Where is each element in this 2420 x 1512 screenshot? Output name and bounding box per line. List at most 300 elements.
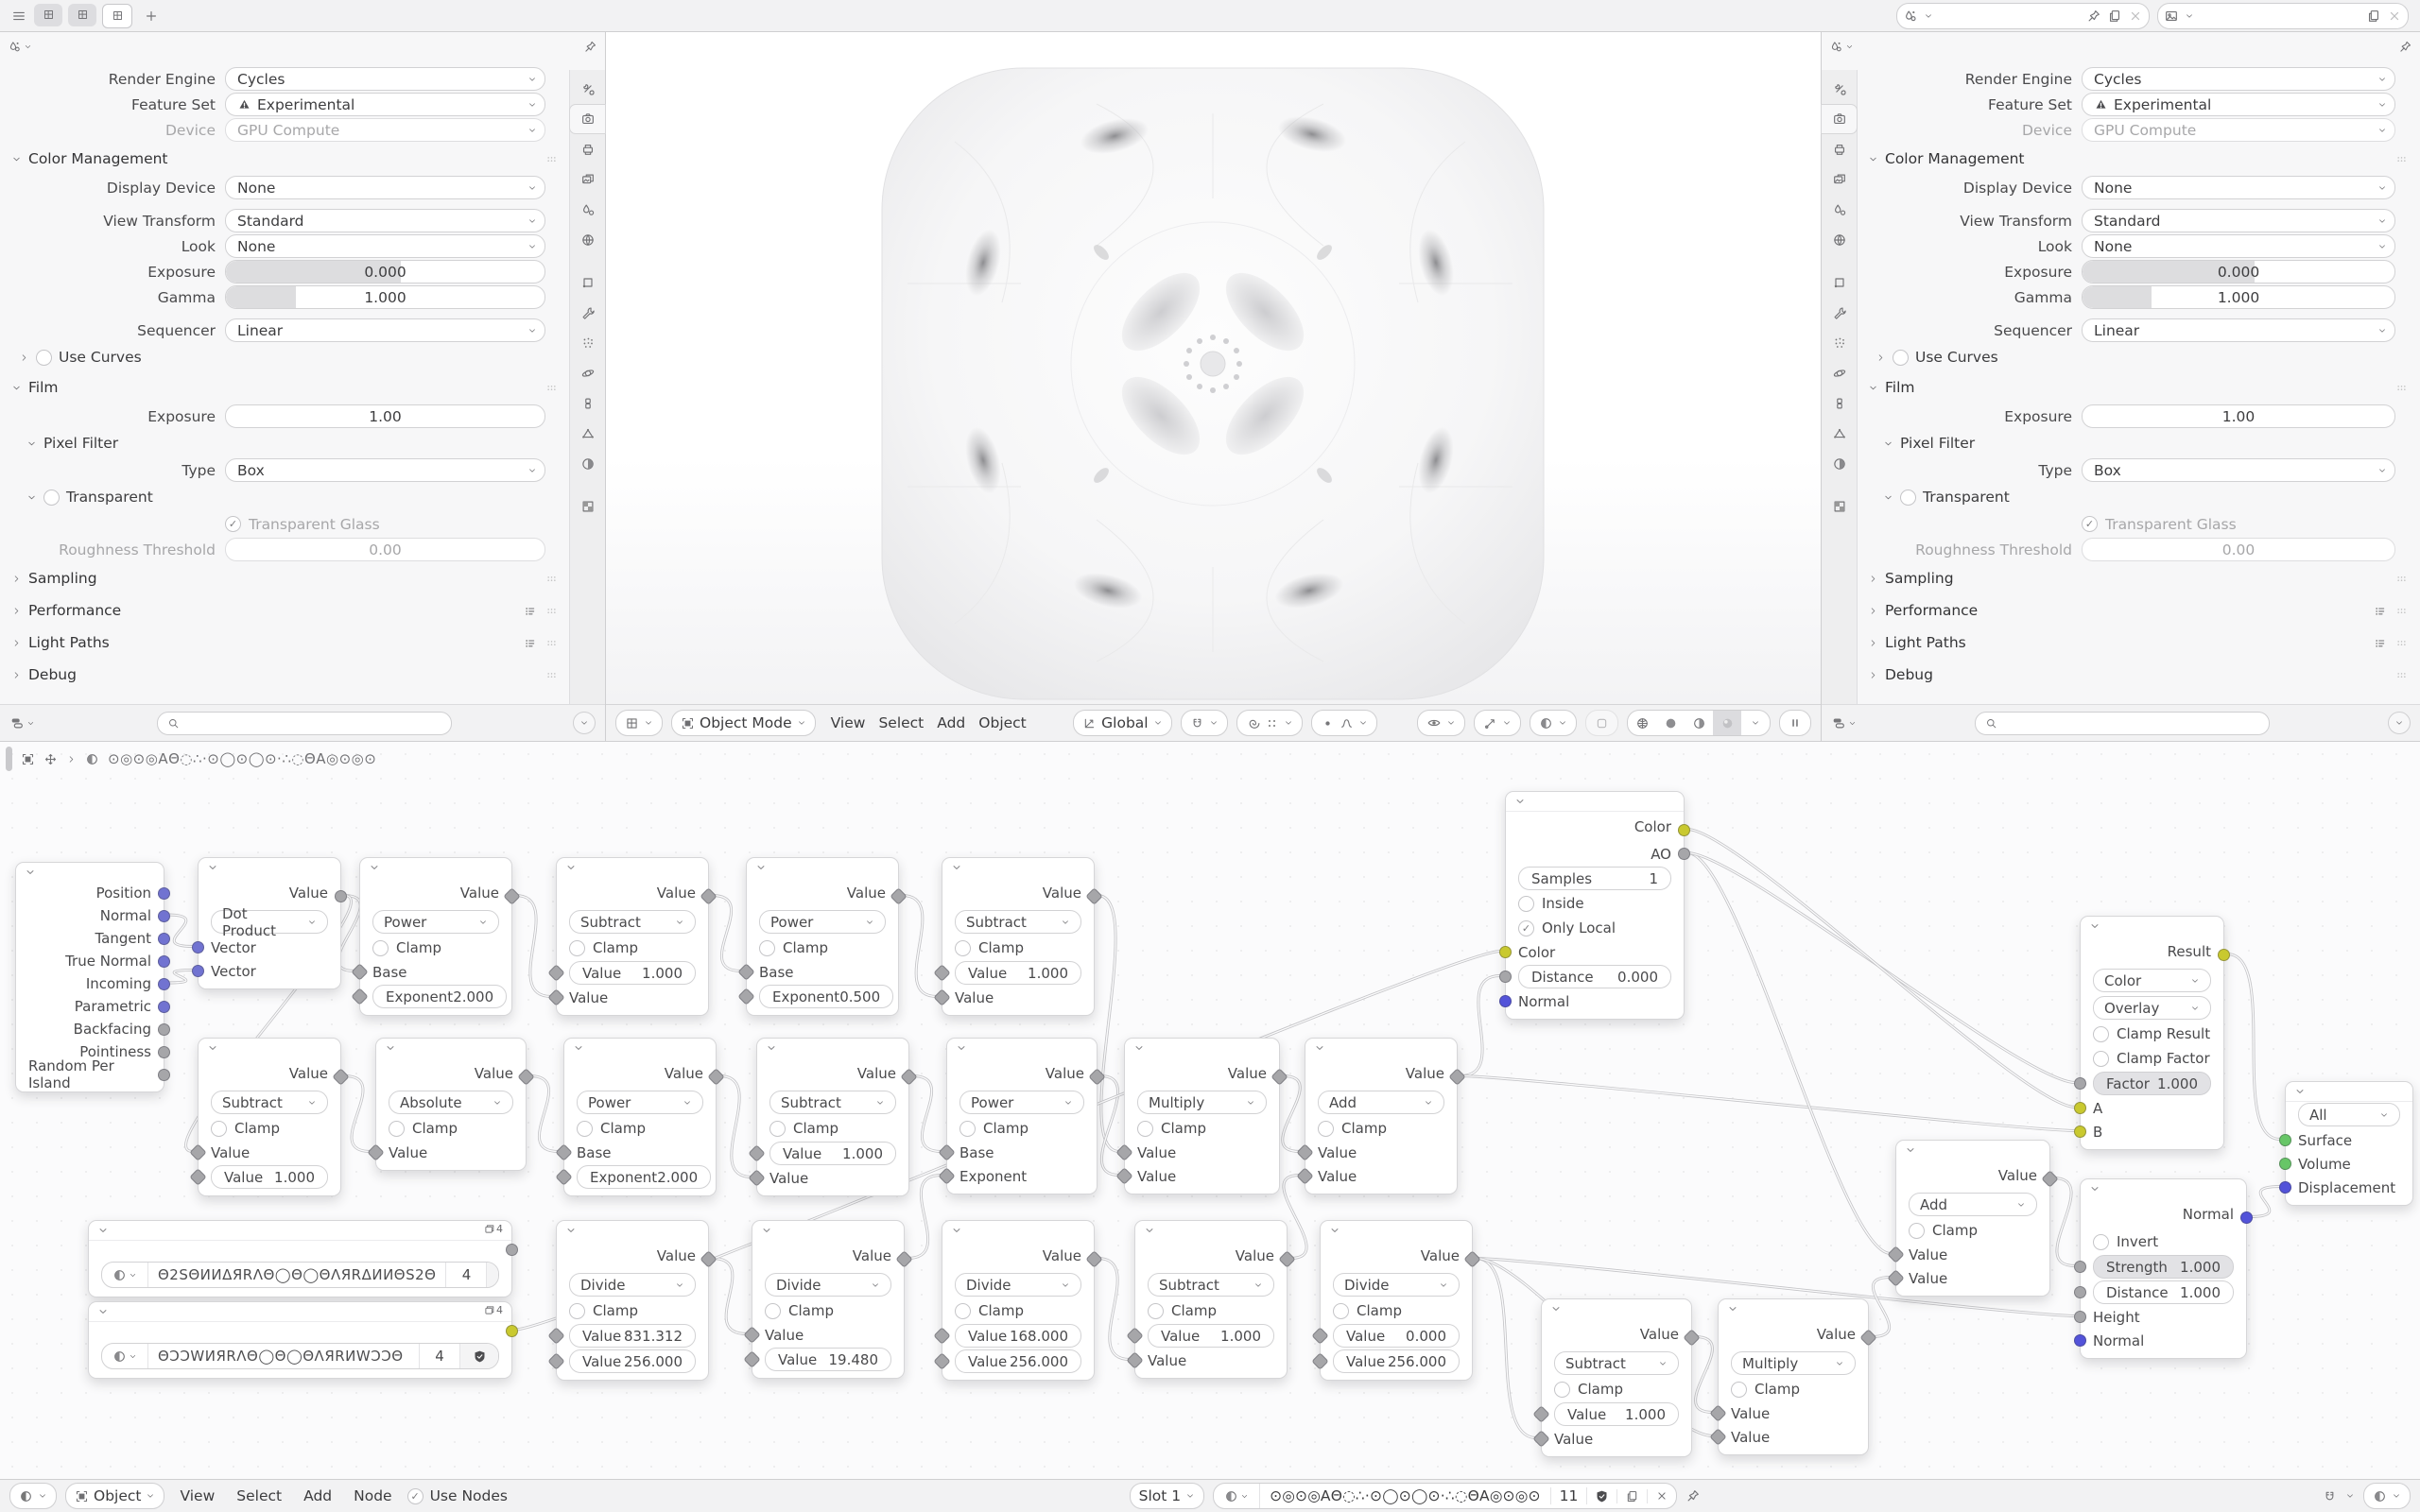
node-addE2[interactable]: Value Add Clamp Value Value <box>1895 1140 2050 1297</box>
tab-world[interactable] <box>570 226 605 254</box>
overlay-dropdown[interactable]: Overlay <box>2093 996 2211 1020</box>
socket[interactable] <box>158 978 170 990</box>
node-header[interactable] <box>1506 792 1684 812</box>
node-header[interactable] <box>199 858 340 877</box>
section-debug[interactable]: Debug <box>1857 659 2420 691</box>
node-subB[interactable]: Value Subtract Clamp Value 1.000 Value <box>756 1038 909 1196</box>
menu-view[interactable]: View <box>180 1487 216 1504</box>
look-dropdown[interactable]: None <box>2082 234 2395 258</box>
divide-dropdown[interactable]: Divide <box>569 1273 696 1297</box>
divide-dropdown[interactable]: Divide <box>1333 1273 1460 1297</box>
viewport-3d[interactable] <box>606 32 1821 741</box>
tab-constraints[interactable] <box>570 389 605 418</box>
pin-icon[interactable] <box>2398 40 2412 54</box>
socket[interactable] <box>335 890 347 902</box>
checkbox-clamp[interactable] <box>955 940 971 956</box>
search-input[interactable] <box>1975 712 2270 735</box>
socket[interactable] <box>192 965 204 977</box>
subsection-use-curves[interactable]: Use Curves <box>1857 343 2420 371</box>
gamma-slider[interactable]: 1.000 <box>2082 285 2395 309</box>
node-header[interactable] <box>747 858 898 877</box>
socket[interactable] <box>158 1069 170 1081</box>
checkbox-clamp[interactable] <box>211 1121 227 1137</box>
socket[interactable] <box>1499 971 1512 983</box>
checkbox-clamp[interactable] <box>769 1121 786 1137</box>
checkbox[interactable] <box>36 350 52 366</box>
search-input[interactable] <box>157 712 452 735</box>
menu-select[interactable]: Select <box>878 714 925 731</box>
node-header[interactable] <box>557 858 708 877</box>
tab-physics[interactable] <box>570 359 605 387</box>
node-header[interactable] <box>2286 1082 2412 1102</box>
node-header[interactable] <box>1321 1221 1472 1240</box>
section-color-management[interactable]: Color Management <box>1857 143 2420 175</box>
node-ao[interactable]: Color AO Samples 1 Inside ✓ Only Local Color Distance 0.000 Normal <box>1505 791 1685 1020</box>
section-color-management[interactable]: Color Management <box>0 143 570 175</box>
node-header[interactable] <box>89 1221 511 1241</box>
checkbox-clamp[interactable] <box>759 940 775 956</box>
node-powC[interactable]: Value Power Clamp Base Exponent <box>946 1038 1098 1194</box>
view-transform-dropdown[interactable]: Standard <box>225 209 545 232</box>
section-light-paths[interactable]: Light Paths <box>1857 627 2420 659</box>
workspace-tab-workspace-1[interactable] <box>34 4 62 26</box>
material-name[interactable]: ⊙◎⊙◎AΘ◌∴·⊙◯⊙◯⊙·∴◌ΘA◎⊙◎⊙ <box>1260 1487 1551 1504</box>
socket[interactable] <box>2240 1211 2253 1224</box>
node-div2[interactable]: Value Divide Clamp Value Value 19.480 <box>752 1220 905 1379</box>
socket[interactable] <box>2279 1158 2291 1170</box>
exposure-slider[interactable]: 1.00 <box>2082 404 2395 428</box>
tab-viewlayer[interactable] <box>1822 165 1857 194</box>
fake-user-toggle[interactable] <box>460 1344 498 1368</box>
node-img2[interactable] <box>88 1301 512 1379</box>
subsection-transparent[interactable]: Transparent <box>1857 483 2420 511</box>
tab-data[interactable] <box>1822 420 1857 448</box>
look-dropdown[interactable]: None <box>225 234 545 258</box>
workspace-tab-workspace-2[interactable] <box>68 4 96 26</box>
node-outp[interactable] <box>2285 1081 2413 1206</box>
checkbox-only-local[interactable] <box>1518 920 1534 936</box>
divide-dropdown[interactable]: Divide <box>765 1273 891 1297</box>
field-exponent[interactable]: Exponent 2.000 <box>372 985 507 1008</box>
node-img1[interactable] <box>88 1220 512 1297</box>
tab-object[interactable] <box>570 268 605 297</box>
socket[interactable] <box>192 941 204 954</box>
node-header[interactable] <box>199 1039 340 1057</box>
node-header[interactable] <box>757 1039 908 1057</box>
section-film[interactable]: Film <box>1857 371 2420 404</box>
transform-orientation-dropdown[interactable]: Global <box>1073 710 1171 736</box>
node-mulD[interactable]: Value Multiply Clamp Value Value <box>1124 1038 1280 1194</box>
tab-tool[interactable] <box>570 75 605 103</box>
checkbox-transparent-glass[interactable] <box>2082 516 2098 532</box>
tab-modifiers[interactable] <box>570 299 605 327</box>
node-subD[interactable]: Value Subtract Clamp Value 1.000 Value <box>1134 1220 1288 1379</box>
subsection-pixel-filter[interactable]: Pixel Filter <box>0 429 570 457</box>
shading-wire[interactable] <box>1628 711 1656 735</box>
tab-scene[interactable] <box>1822 196 1857 224</box>
browse-material-button[interactable] <box>1214 1484 1260 1508</box>
absolute-dropdown[interactable]: Absolute <box>389 1091 513 1114</box>
image-name[interactable]: ΘƆƆWИЯRΛΘ◯Θ◯ΘΛЯRИWƆƆΘ <box>148 1344 420 1368</box>
socket[interactable] <box>158 1046 170 1058</box>
section-performance[interactable]: Performance <box>1857 594 2420 627</box>
socket[interactable] <box>2218 949 2230 961</box>
snap-dropdown[interactable] <box>1181 710 1228 736</box>
menu-add[interactable]: Add <box>303 1487 333 1504</box>
node-mix[interactable]: Result Color Overlay Clamp Result Clamp Factor Factor 1.000 A B <box>2080 916 2224 1150</box>
node-header[interactable] <box>376 1039 526 1057</box>
checkbox-clamp[interactable] <box>1554 1382 1570 1398</box>
node-sub1[interactable]: Value Subtract Clamp Value 1.000 Value <box>556 857 709 1016</box>
editor-type-button[interactable] <box>1829 40 1854 54</box>
field-exponent[interactable]: Exponent 2.000 <box>577 1165 711 1189</box>
image-users-count[interactable]: 4 <box>420 1344 460 1368</box>
tab-material[interactable] <box>570 450 605 478</box>
exposure-slider[interactable]: 1.00 <box>225 404 545 428</box>
menu-view[interactable]: View <box>830 714 866 731</box>
power-dropdown[interactable]: Power <box>372 910 499 934</box>
fake-user-toggle[interactable] <box>487 1263 499 1287</box>
node-header[interactable] <box>1135 1221 1287 1240</box>
node-header[interactable] <box>1896 1141 2049 1160</box>
checkbox-transparent-glass[interactable] <box>225 516 241 532</box>
field-value[interactable]: Value 1.000 <box>569 961 696 985</box>
socket[interactable] <box>506 1325 518 1337</box>
display-filter-button[interactable] <box>1831 715 1857 730</box>
pin-icon[interactable] <box>583 40 597 54</box>
checkbox-clamp-factor[interactable] <box>2093 1051 2109 1067</box>
socket[interactable] <box>158 955 170 968</box>
field-value[interactable]: Value 168.000 <box>955 1324 1081 1348</box>
divide-dropdown[interactable]: Divide <box>955 1273 1081 1297</box>
snap-node-icon[interactable] <box>2323 1489 2337 1503</box>
app-menu-button[interactable] <box>11 9 26 24</box>
field-value[interactable]: Value 19.480 <box>765 1348 891 1371</box>
tab-output[interactable] <box>570 135 605 163</box>
tab-world[interactable] <box>1822 226 1857 254</box>
field-value[interactable]: Value 0.000 <box>1333 1324 1460 1348</box>
checkbox-clamp[interactable] <box>1731 1382 1747 1398</box>
shading-dropdown[interactable] <box>1741 711 1770 735</box>
tab-texture[interactable] <box>570 492 605 521</box>
type-dropdown[interactable]: Box <box>225 458 545 482</box>
subtract-dropdown[interactable]: Subtract <box>1148 1273 1274 1297</box>
tab-data[interactable] <box>570 420 605 448</box>
power-dropdown[interactable]: Power <box>577 1091 703 1114</box>
tab-constraints[interactable] <box>1822 389 1857 418</box>
viewlayer-selector[interactable] <box>2157 3 2409 29</box>
node-header[interactable] <box>360 858 511 877</box>
field-value[interactable]: Value 1.000 <box>211 1165 328 1189</box>
socket[interactable] <box>2074 1311 2086 1323</box>
menu-select[interactable]: Select <box>236 1487 283 1504</box>
shader-node-editor[interactable] <box>0 741 2420 1479</box>
socket[interactable] <box>2074 1334 2086 1347</box>
node-header[interactable] <box>564 1039 716 1057</box>
node-header[interactable] <box>89 1302 511 1322</box>
node-sub2[interactable]: Value Subtract Clamp Value 1.000 Value <box>942 857 1095 1016</box>
gamma-slider[interactable]: 1.000 <box>225 285 545 309</box>
subtract-dropdown[interactable]: Subtract <box>569 910 696 934</box>
node-powB[interactable]: Value Power Clamp Base Exponent 2.000 <box>563 1038 717 1196</box>
display-device-dropdown[interactable]: None <box>225 176 545 199</box>
dot-product-dropdown[interactable]: Dot Product <box>211 910 328 934</box>
field-value[interactable]: Value 256.000 <box>569 1349 696 1373</box>
socket[interactable] <box>158 933 170 945</box>
section-light-paths[interactable]: Light Paths <box>0 627 570 659</box>
scene-name-field[interactable] <box>1939 8 2081 25</box>
scene-selector[interactable] <box>1896 3 2150 29</box>
tab-material[interactable] <box>1822 450 1857 478</box>
field-distance[interactable]: Distance 1.000 <box>2093 1280 2234 1304</box>
node-div3[interactable]: Value Divide Clamp Value 168.000 Value 256.000 <box>942 1220 1095 1381</box>
node-divE[interactable]: Value Divide Clamp Value 0.000 Value 256.000 <box>1320 1220 1473 1381</box>
field-value[interactable]: Value 256.000 <box>955 1349 1081 1373</box>
socket[interactable] <box>506 1244 518 1256</box>
field-value[interactable]: Value 831.312 <box>569 1324 696 1348</box>
section-film[interactable]: Film <box>0 371 570 404</box>
device-dropdown[interactable]: GPU Compute <box>225 118 545 142</box>
fake-user-toggle[interactable] <box>1587 1489 1617 1503</box>
socket[interactable] <box>1499 995 1512 1007</box>
browse-image-button[interactable] <box>102 1344 148 1368</box>
roughness-threshold-slider[interactable]: 0.00 <box>2082 538 2395 561</box>
node-header[interactable] <box>2081 1179 2246 1198</box>
display-filter-button[interactable] <box>9 715 35 730</box>
checkbox-clamp[interactable] <box>1148 1303 1164 1319</box>
render-engine-dropdown[interactable]: Cycles <box>225 67 545 91</box>
collapse-button[interactable] <box>573 712 596 734</box>
tab-object[interactable] <box>1822 268 1857 297</box>
pin-icon[interactable] <box>1685 1488 1701 1503</box>
socket[interactable] <box>2074 1125 2086 1138</box>
xray-toggle[interactable] <box>1585 710 1618 736</box>
device-dropdown[interactable]: GPU Compute <box>2082 118 2395 142</box>
subtract-dropdown[interactable]: Subtract <box>769 1091 896 1114</box>
checkbox[interactable] <box>1900 490 1916 506</box>
socket[interactable] <box>158 887 170 900</box>
node-addE[interactable]: Value Add Clamp Value Value <box>1305 1038 1458 1194</box>
field-factor[interactable]: Factor 1.000 <box>2093 1072 2211 1095</box>
tab-render[interactable] <box>1822 105 1857 133</box>
node-header[interactable] <box>557 1221 708 1240</box>
node-header[interactable] <box>752 1221 904 1240</box>
gizmos-dropdown[interactable] <box>1474 710 1521 736</box>
checkbox-clamp[interactable] <box>955 1303 971 1319</box>
proportional-edit[interactable] <box>1311 710 1377 736</box>
multiply-dropdown[interactable]: Multiply <box>1731 1351 1856 1375</box>
field-samples[interactable]: Samples 1 <box>1518 867 1671 890</box>
subtract-dropdown[interactable]: Subtract <box>1554 1351 1679 1375</box>
socket[interactable] <box>1678 848 1690 860</box>
add-dropdown[interactable]: Add <box>1909 1193 2037 1216</box>
view-transform-dropdown[interactable]: Standard <box>2082 209 2395 232</box>
node-div1[interactable]: Value Divide Clamp Value 831.312 Value 256.000 <box>556 1220 709 1381</box>
node-header[interactable] <box>1719 1299 1868 1318</box>
node-mulG[interactable]: Value Multiply Clamp Value Value <box>1718 1298 1869 1455</box>
socket[interactable] <box>158 1023 170 1036</box>
browse-image-button[interactable] <box>102 1263 148 1287</box>
multiply-dropdown[interactable]: Multiply <box>1137 1091 1267 1114</box>
sequencer-dropdown[interactable]: Linear <box>225 318 545 342</box>
field-value[interactable]: Value 256.000 <box>1333 1349 1460 1373</box>
power-dropdown[interactable]: Power <box>759 910 886 934</box>
editor-type-button[interactable] <box>9 1483 57 1509</box>
tab-particles[interactable] <box>1822 329 1857 357</box>
section-sampling[interactable]: Sampling <box>1857 562 2420 594</box>
copy-material-button[interactable] <box>1617 1489 1648 1503</box>
checkbox[interactable] <box>43 490 60 506</box>
collapse-button[interactable] <box>2388 712 2411 734</box>
node-dot[interactable] <box>198 857 341 989</box>
field-value[interactable]: Value 1.000 <box>1148 1324 1274 1348</box>
copy-icon[interactable] <box>2107 9 2122 24</box>
shading-solid[interactable] <box>1656 711 1685 735</box>
sequencer-dropdown[interactable]: Linear <box>2082 318 2395 342</box>
image-name[interactable]: Θ2SΘИИΔЯRΛΘ◯Θ◯ΘΛЯRΔИИΘS2Θ <box>148 1263 446 1287</box>
scrollbar[interactable] <box>6 747 12 771</box>
add-workspace-button[interactable] <box>140 5 163 27</box>
subsection-use-curves[interactable]: Use Curves <box>0 343 570 371</box>
material-slot-dropdown[interactable]: Slot 1 <box>1130 1483 1205 1509</box>
shading-matprev[interactable] <box>1685 711 1713 735</box>
socket[interactable] <box>2074 1102 2086 1114</box>
socket[interactable] <box>2074 1286 2086 1298</box>
checkbox-clamp[interactable] <box>765 1303 781 1319</box>
socket[interactable] <box>158 910 170 922</box>
checkbox-clamp[interactable] <box>1318 1121 1334 1137</box>
menu-add[interactable]: Add <box>937 714 966 731</box>
checkbox-clamp[interactable] <box>569 940 585 956</box>
node-header[interactable] <box>1125 1039 1279 1057</box>
section-debug[interactable]: Debug <box>0 659 570 691</box>
image-users-count[interactable]: 4 <box>446 1263 487 1287</box>
checkbox-clamp[interactable] <box>389 1121 405 1137</box>
checkbox-clamp[interactable] <box>577 1121 593 1137</box>
checkbox-clamp[interactable] <box>372 940 389 956</box>
node-header[interactable] <box>947 1039 1097 1057</box>
power-dropdown[interactable]: Power <box>959 1091 1084 1114</box>
add-dropdown[interactable]: Add <box>1318 1091 1444 1114</box>
chevron-down-icon[interactable] <box>2345 1491 2355 1501</box>
tab-output[interactable] <box>1822 135 1857 163</box>
node-subA[interactable]: Value Subtract Clamp Value Value 1.000 <box>198 1038 341 1196</box>
node-header[interactable] <box>942 1221 1094 1240</box>
shader-type-dropdown[interactable]: Object <box>65 1483 164 1509</box>
roughness-threshold-slider[interactable]: 0.00 <box>225 538 545 561</box>
checkbox[interactable] <box>1893 350 1909 366</box>
node-header[interactable] <box>942 858 1094 877</box>
snap-targets[interactable] <box>1236 710 1303 736</box>
subsection-pixel-filter[interactable]: Pixel Filter <box>1857 429 2420 457</box>
pause-render-button[interactable] <box>1779 710 1811 736</box>
socket[interactable] <box>1678 824 1690 836</box>
node-bump[interactable]: Normal Invert Strength 1.000 Distance 1.000 Height Normal <box>2080 1178 2247 1359</box>
shading-rendered[interactable] <box>1713 711 1741 735</box>
checkbox-clamp-result[interactable] <box>2093 1026 2109 1042</box>
node-header[interactable] <box>1542 1299 1691 1318</box>
menu-node[interactable]: Node <box>354 1487 392 1504</box>
tab-scene[interactable] <box>570 196 605 224</box>
section-performance[interactable]: Performance <box>0 594 570 627</box>
socket[interactable] <box>158 1001 170 1013</box>
tab-tool[interactable] <box>1822 75 1857 103</box>
tab-render[interactable] <box>570 105 605 133</box>
socket[interactable] <box>2279 1134 2291 1146</box>
node-abs[interactable]: Value Absolute Clamp Value <box>375 1038 527 1171</box>
feature-set-dropdown[interactable]: Experimental <box>2082 93 2395 116</box>
checkbox-clamp[interactable] <box>959 1121 976 1137</box>
node-header[interactable] <box>16 863 164 882</box>
field-value[interactable]: Value 1.000 <box>955 961 1081 985</box>
field-value[interactable]: Value 1.000 <box>1554 1402 1679 1426</box>
checkbox-invert[interactable] <box>2093 1234 2109 1250</box>
node-subF[interactable]: Value Subtract Clamp Value 1.000 Value <box>1541 1298 1692 1457</box>
exposure-slider[interactable]: 0.000 <box>2082 260 2395 284</box>
checkbox-clamp[interactable] <box>1137 1121 1153 1137</box>
type-dropdown[interactable]: Box <box>2082 458 2395 482</box>
node-pow2[interactable]: Value Power Clamp Base Exponent 0.500 <box>746 857 899 1016</box>
subtract-dropdown[interactable]: Subtract <box>955 910 1081 934</box>
menu-object[interactable]: Object <box>978 714 1027 731</box>
field-exponent[interactable]: Exponent 0.500 <box>759 985 893 1008</box>
unlink-material-button[interactable] <box>1648 1489 1676 1503</box>
render-engine-dropdown[interactable]: Cycles <box>2082 67 2395 91</box>
checkbox-clamp[interactable] <box>1333 1303 1349 1319</box>
node-pow1[interactable]: Value Power Clamp Base Exponent 2.000 <box>359 857 512 1016</box>
all-dropdown[interactable]: All <box>2298 1103 2400 1126</box>
pin-icon[interactable] <box>2086 9 2101 24</box>
checkbox-clamp[interactable] <box>569 1303 585 1319</box>
node-geo[interactable] <box>15 862 164 1092</box>
socket[interactable] <box>2074 1077 2086 1090</box>
subtract-dropdown[interactable]: Subtract <box>211 1091 328 1114</box>
socket[interactable] <box>2074 1261 2086 1273</box>
material-users-count[interactable]: 11 <box>1551 1487 1588 1504</box>
subsection-transparent[interactable]: Transparent <box>0 483 570 511</box>
visibility-dropdown[interactable] <box>1417 710 1465 736</box>
workspace-tab-workspace-3[interactable] <box>102 4 132 28</box>
editor-type-button[interactable] <box>615 710 663 736</box>
section-sampling[interactable]: Sampling <box>0 562 570 594</box>
node-header[interactable] <box>1305 1039 1457 1057</box>
tab-texture[interactable] <box>1822 492 1857 521</box>
editor-type-button[interactable] <box>8 40 32 54</box>
field-value[interactable]: Value 1.000 <box>769 1142 896 1165</box>
tab-viewlayer[interactable] <box>570 165 605 194</box>
color-dropdown[interactable]: Color <box>2093 969 2211 992</box>
exposure-slider[interactable]: 0.000 <box>225 260 545 284</box>
checkbox-inside[interactable] <box>1518 896 1534 912</box>
overlays-dropdown[interactable] <box>1530 710 1577 736</box>
feature-set-dropdown[interactable]: Experimental <box>225 93 545 116</box>
overlays-toggle[interactable] <box>2363 1483 2411 1509</box>
tab-physics[interactable] <box>1822 359 1857 387</box>
node-header[interactable] <box>2081 917 2223 936</box>
viewlayer-name-field[interactable] <box>2200 8 2360 25</box>
tab-particles[interactable] <box>570 329 605 357</box>
mode-dropdown[interactable]: Object Mode <box>671 710 816 736</box>
copy-icon[interactable] <box>2366 9 2381 24</box>
display-device-dropdown[interactable]: None <box>2082 176 2395 199</box>
socket[interactable] <box>1499 946 1512 958</box>
field-strength[interactable]: Strength 1.000 <box>2093 1255 2234 1279</box>
use-nodes-toggle[interactable]: ✓ Use Nodes <box>407 1487 508 1504</box>
field-distance[interactable]: Distance 0.000 <box>1518 965 1671 988</box>
checkbox-clamp[interactable] <box>1909 1223 1925 1239</box>
socket[interactable] <box>2279 1181 2291 1194</box>
tab-modifiers[interactable] <box>1822 299 1857 327</box>
